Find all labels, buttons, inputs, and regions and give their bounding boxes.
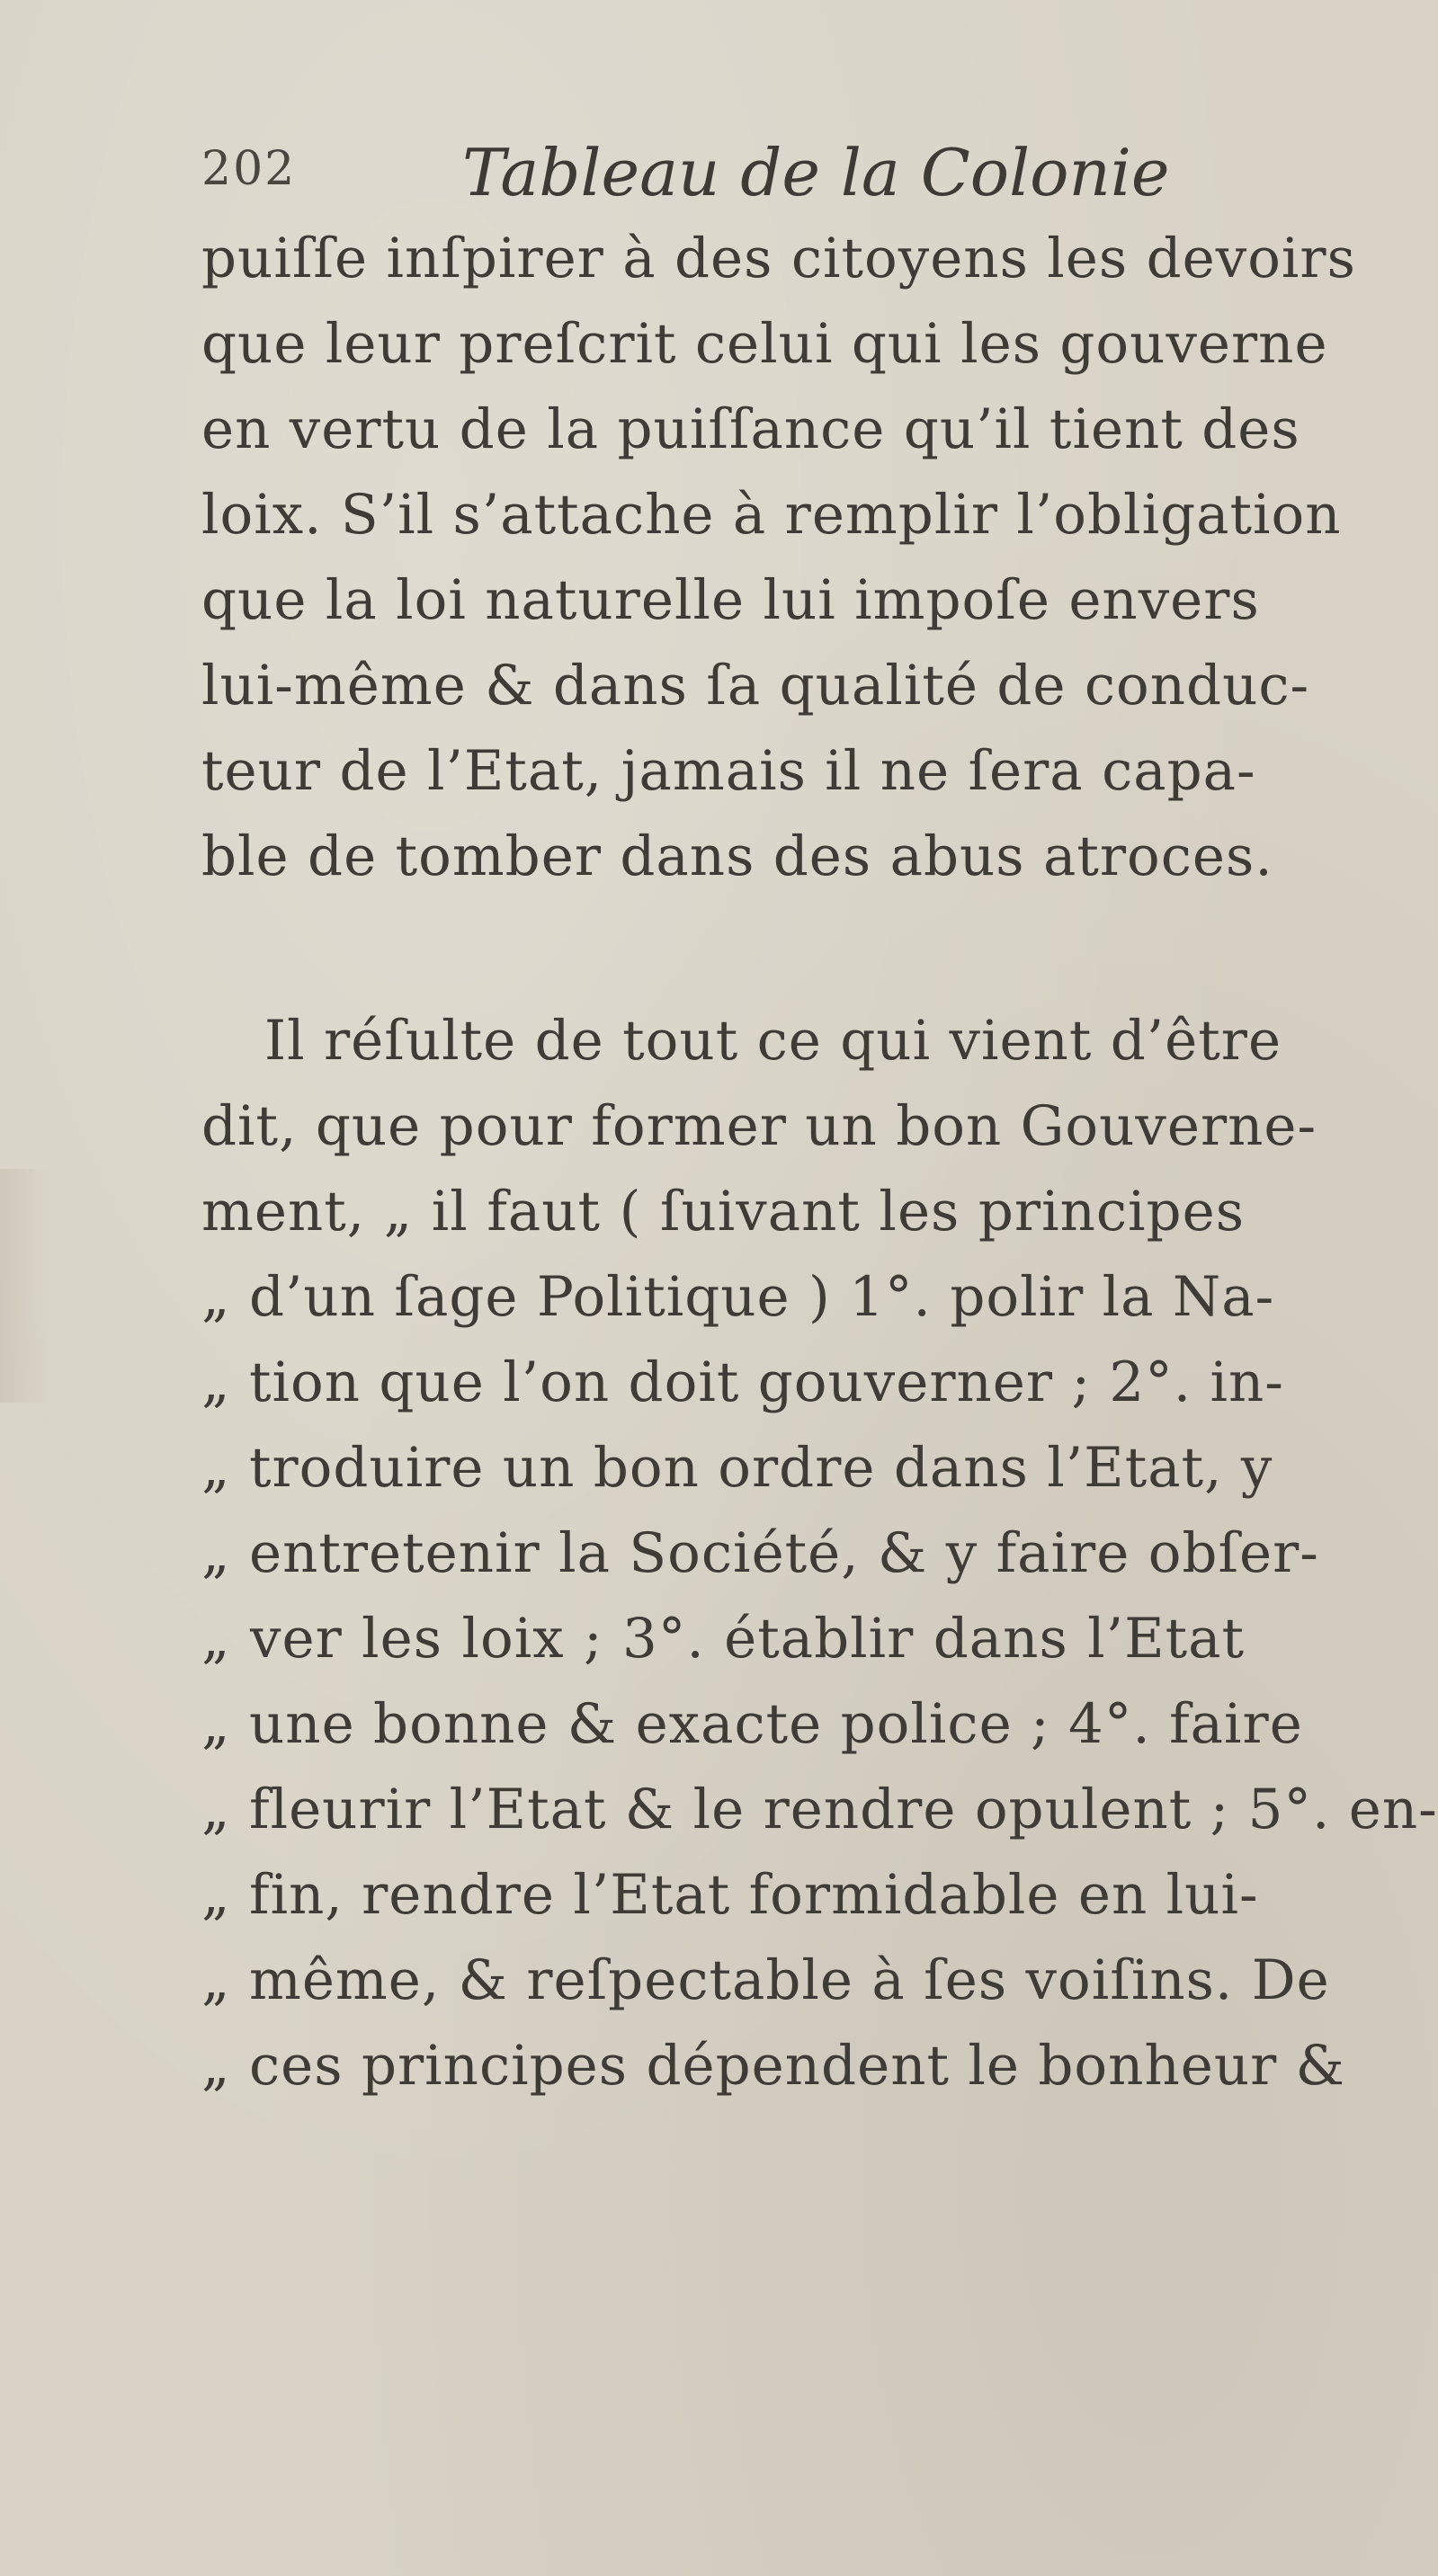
- paragraph-gap: [201, 899, 1245, 998]
- page-header: [201, 135, 1281, 216]
- text-line: „ troduire un bon ordre dans l’Etat, y: [201, 1436, 1273, 1500]
- text-line: Il réſulte de tout ce qui vient d’être: [264, 1009, 1282, 1073]
- text-line: „ une bonne & exacte police ; 4°. faire: [201, 1692, 1303, 1756]
- text-line: „ fleurir l’Etat & le rendre opulent ; 5°. en-: [201, 1778, 1438, 1841]
- text-line: puiſſe inſpirer à des citoyens les devoirs: [201, 227, 1356, 290]
- running-title: Tableau de la Colonie: [462, 135, 1170, 210]
- text-line: „ entretenir la Société, & y faire obſer-: [201, 1521, 1319, 1585]
- text-line: „ ces principes dépendent le bonheur &: [201, 2034, 1345, 2098]
- page-edge-stain: [0, 1169, 54, 1403]
- text-line: ment, „ il faut ( ſuivant les principes: [201, 1180, 1245, 1243]
- text-line: ble de tomber dans des abus atroces.: [201, 824, 1273, 888]
- page-number: 202: [201, 142, 297, 196]
- text-line: en vertu de la puiſſance qu’il tient des: [201, 397, 1300, 461]
- text-line: „ même, & reſpectable à ſes voiſins. De: [201, 1948, 1330, 2012]
- text-line: loix. S’il s’attache à remplir l’obligation: [201, 483, 1342, 547]
- text-line: „ d’un ſage Politique ) 1°. polir la Na-: [201, 1265, 1275, 1329]
- text-line: que leur preſcrit celui qui les gouverne: [201, 312, 1328, 376]
- text-line: teur de l’Etat, jamais il ne ſera capa-: [201, 739, 1256, 803]
- text-line: lui-même & dans ſa qualité de conduc-: [201, 654, 1310, 718]
- paragraph-1: [201, 216, 1356, 899]
- text-line: „ fin, rendre l’Etat formidable en lui-: [201, 1863, 1259, 1927]
- text-line: „ tion que l’on doit gouverner ; 2°. in-: [201, 1350, 1284, 1414]
- text-line: que la loi naturelle lui impoſe envers: [201, 568, 1260, 632]
- text-line: „ ver les loix ; 3°. établir dans l’Etat: [201, 1607, 1245, 1671]
- body-text: [201, 216, 1438, 2108]
- paragraph-2: [201, 998, 1438, 2108]
- text-line: dit, que pour former un bon Gouverne-: [201, 1094, 1317, 1158]
